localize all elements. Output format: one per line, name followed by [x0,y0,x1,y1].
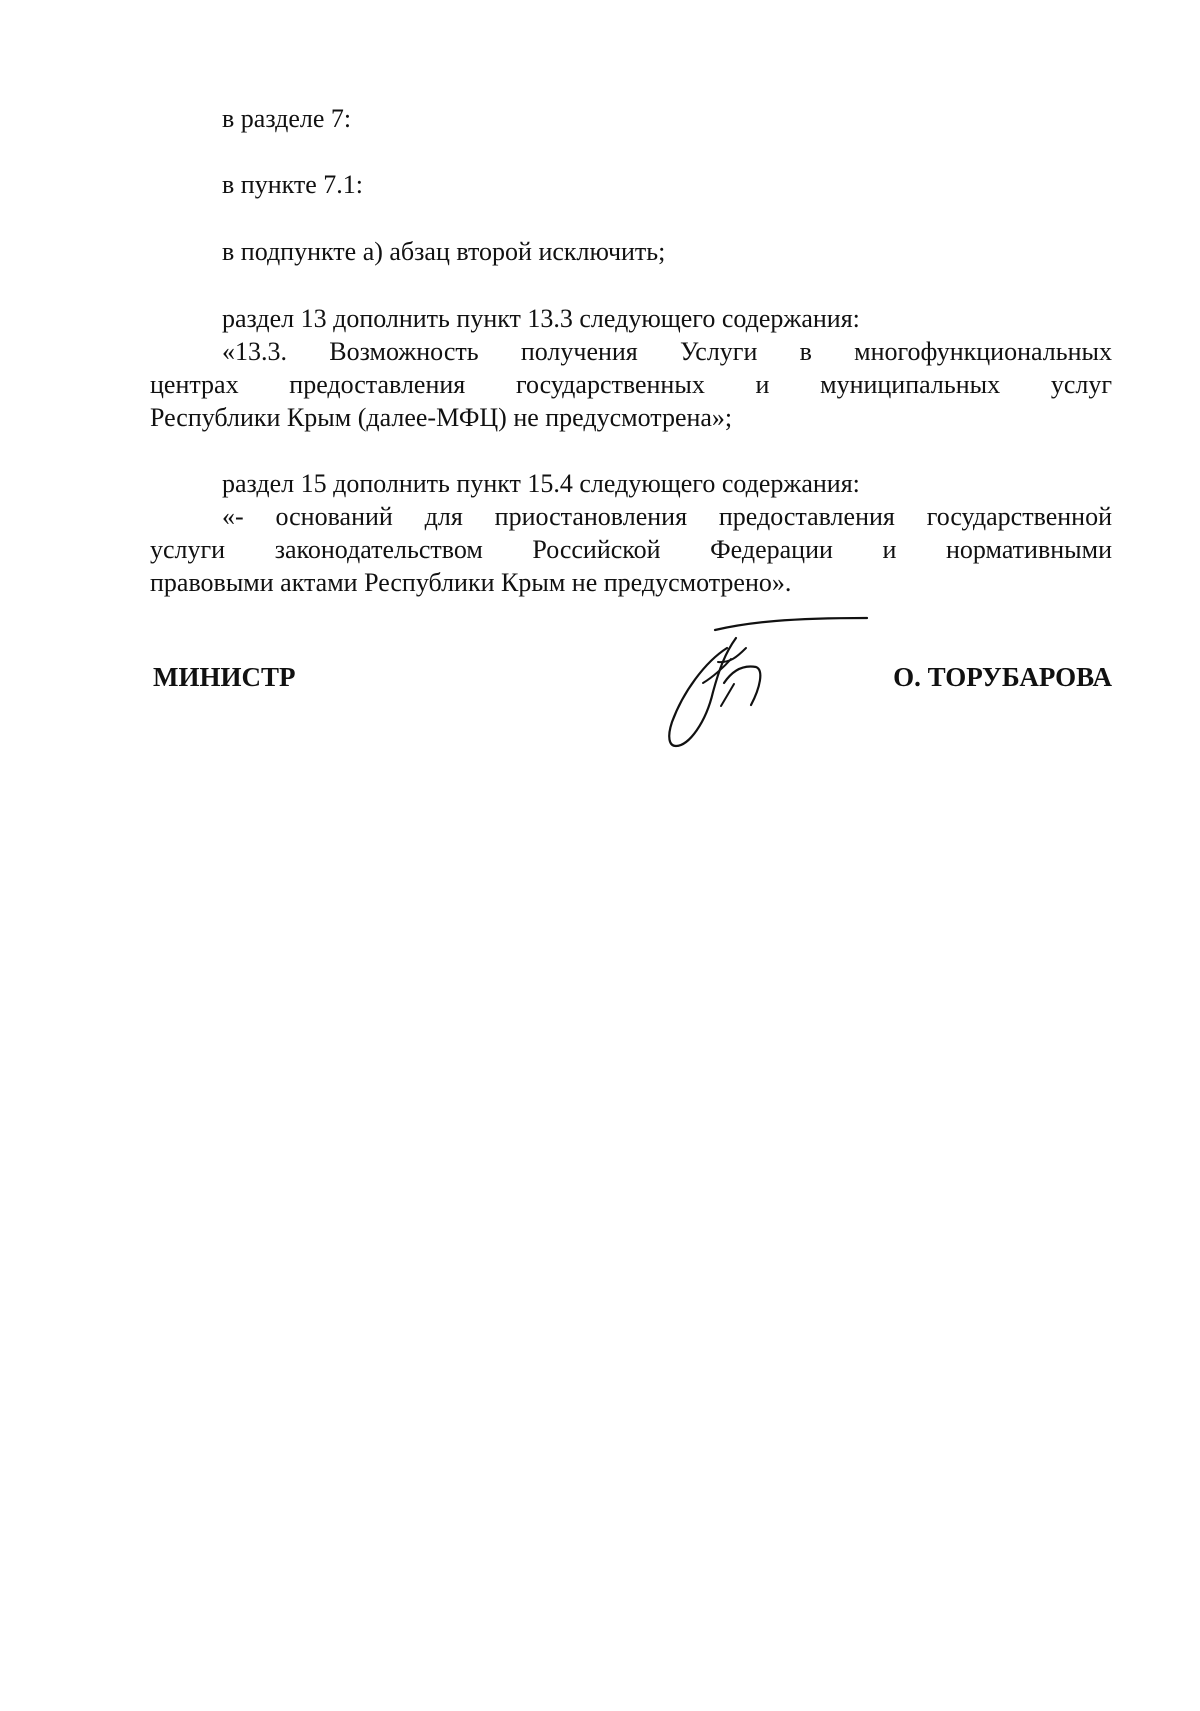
signature-row [150,660,1112,695]
point-15-4-line-1: «- оснований для приостановления предоставления государственной [222,502,1112,531]
point-7-1-heading: в пункте 7.1: [222,170,364,199]
section-7-heading: в разделе 7: [222,104,352,133]
point-13-3-line-3: Республики Крым (далее-МФЦ) не предусмотрена»; [150,403,733,432]
section-15-instruction: раздел 15 дополнить пункт 15.4 следующего содержания: [222,469,860,498]
signer-title: МИНИСТР [153,662,296,692]
point-13-3-line-2: центрах предоставления государственных и муниципальных услуг [150,370,1112,399]
point-15-4-line-3: правовыми актами Республики Крым не предусмотрено». [150,568,792,597]
signer-name: О. ТОРУБАРОВА [893,662,1112,692]
point-13-3-line-1: «13.3. Возможность получения Услуги в многофункциональных [222,337,1112,366]
section-13-instruction: раздел 13 дополнить пункт 13.3 следующего содержания: [222,304,860,333]
subpoint-a-instruction: в подпункте а) абзац второй исключить; [222,237,666,266]
point-15-4-line-2: услуги законодательством Российской Федерации и нормативными [150,535,1112,564]
